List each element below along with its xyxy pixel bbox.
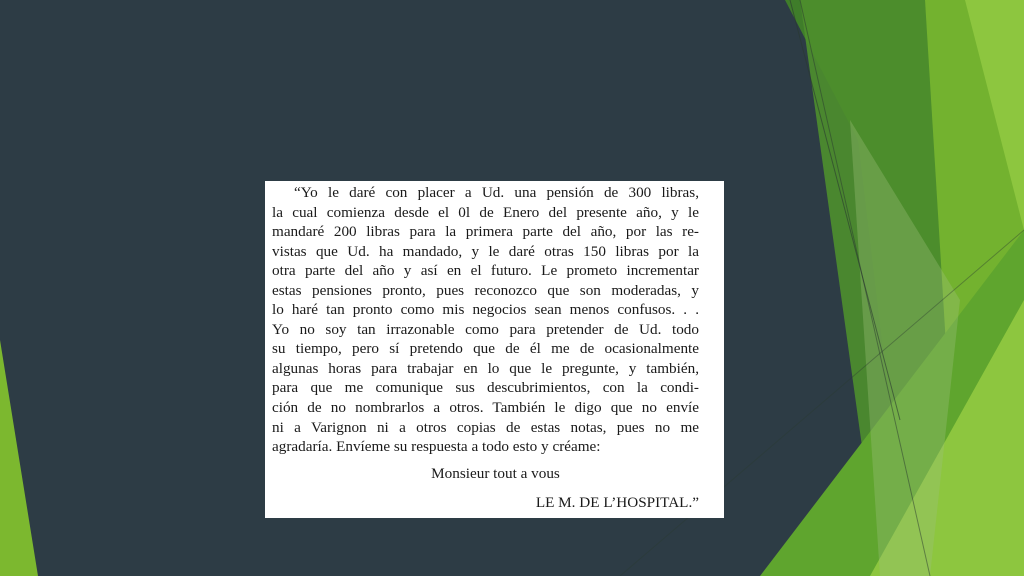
- quote-line: ción de no nombrarlos a otros. También le digo que no envíe: [272, 399, 699, 417]
- quote-line: lo haré tan pronto como mis negocios sean menos confusos. . .: [272, 301, 699, 319]
- quote-signature: LE M. DE L’HOSPITAL.”: [535, 494, 699, 512]
- quote-line: estas pensiones pronto, pues reconozco que son moderadas, y: [272, 281, 699, 299]
- quote-line: la cual comienza desde el 0l de Enero del presente año, y le: [272, 203, 699, 221]
- quote-line: vistas que Ud. ha mandado, y le daré otras 150 libras por la: [272, 242, 699, 260]
- quote-line: “Yo le daré con placer a Ud. una pensión de 300 libras,: [294, 184, 699, 201]
- quote-line: su tiempo, pero sí pretendo que de él me de ocasionalmente: [272, 340, 699, 358]
- quote-text-image: [265, 181, 724, 518]
- quote-line: ni a Varignon ni a otros copias de estas notas, pues no me: [272, 418, 699, 436]
- quote-line: agradaría. Envíeme su respuesta a todo esto y créame:: [272, 438, 601, 456]
- quote-paragraph: [272, 183, 699, 457]
- quote-line: para que me comunique sus descubrimientos, con la condi-: [272, 379, 699, 397]
- quote-line: algunas horas para trabajar en lo que le pregunte, y también,: [272, 359, 699, 377]
- quote-closing: Monsieur tout a vous: [431, 464, 560, 482]
- quote-line: Yo no soy tan irrazonable como para pretender de Ud. todo: [272, 320, 699, 338]
- left-green-shape: [0, 340, 38, 576]
- quote-line: mandaré 200 libras para la primera parte del año, por las re-: [272, 223, 699, 241]
- quote-line: otra parte del año y así en el futuro. Le prometo incrementar: [272, 262, 699, 280]
